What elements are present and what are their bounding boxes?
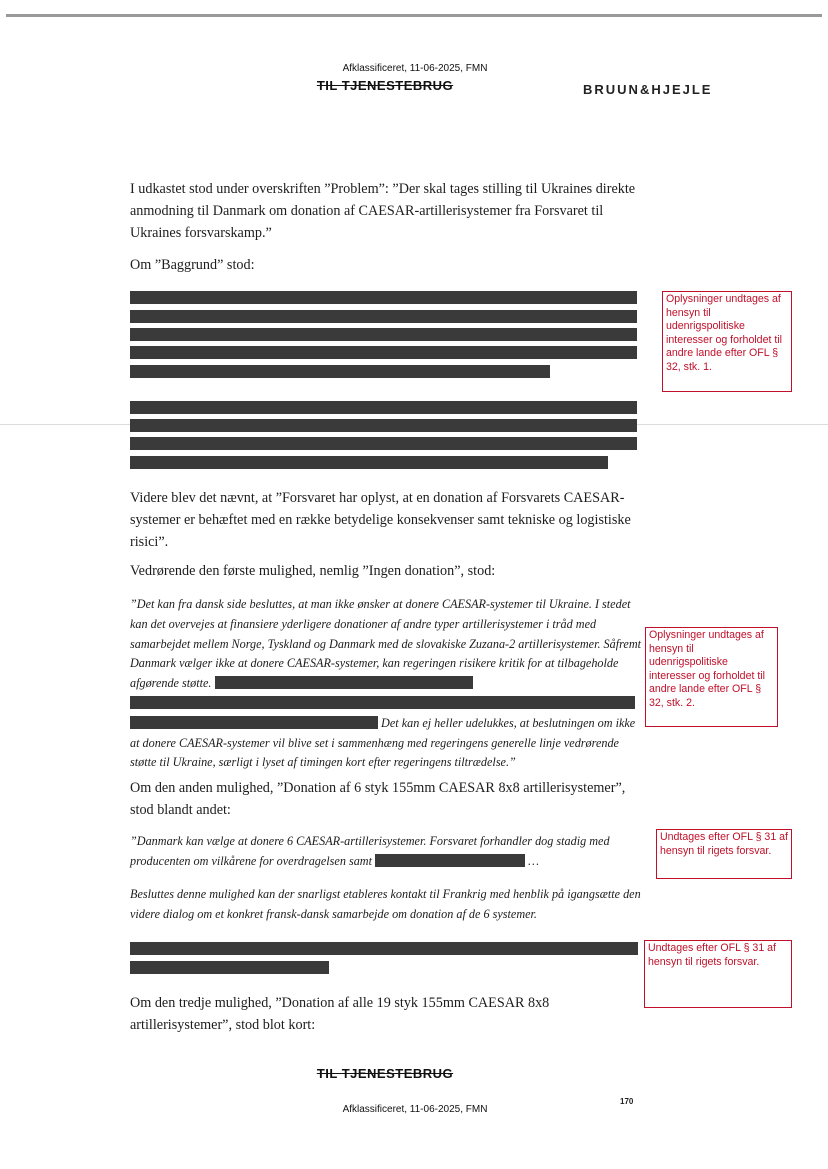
quote-frankrig: Besluttes denne mulighed kan der snarligst etableres kontakt til Frankrig med henblik på igangsætte den videre dialog om et konkret fransk-dansk samarbejde om donation af de 6 systemer.	[130, 887, 641, 921]
paragraph-third-option: Om den tredje mulighed, ”Donation af alle 19 styk 155mm CAESAR 8x8 artillerisystemer”, stod blot kort:	[130, 995, 550, 1033]
inline-redaction	[375, 854, 525, 867]
footer-classification: TIL TJENESTEBRUG	[316, 1066, 454, 1081]
paragraph-risici: Videre blev det nævnt, at ”Forsvaret har oplyst, at en donation af Forsvarets CAESAR-systemer er behæftet med en række betydelige konsekvenser samt tekniske og logistiske risici”.	[130, 490, 631, 550]
quote-six-systems	[130, 832, 642, 872]
inline-redaction	[130, 696, 635, 709]
quote-ellipsis: …	[528, 853, 539, 868]
inline-redaction	[215, 676, 473, 689]
redaction-note-ofl-32-1: Oplysninger undtages af hensyn til udenrigspolitiske interesser og forholdet til andre lande efter OFL § 32, stk. 1.	[662, 291, 792, 392]
scan-top-line	[6, 14, 822, 17]
redaction-note-ofl-31-b: Undtages efter OFL § 31 af hensyn til rigets forsvar.	[644, 940, 792, 1008]
redaction-bar	[130, 328, 637, 341]
redaction-bar	[130, 419, 637, 432]
redaction-bar	[130, 942, 638, 955]
paragraph-problem: I udkastet stod under overskriften ”Problem”: ”Der skal tages stilling til Ukraines direkte anmodning til Danmark om donation af CAESAR-artillerisystemer fra Forsvaret til Ukraines forsvarskamp.”	[130, 181, 636, 241]
redaction-bar	[130, 961, 329, 974]
firm-logo: BRUUN&HJEJLE	[583, 82, 713, 97]
redaction-bar	[130, 291, 637, 304]
footer-declassification-stamp: Afklassificeret, 11-06-2025, FMN	[342, 1104, 488, 1115]
redaction-bar	[130, 310, 637, 323]
redaction-bar	[130, 456, 608, 469]
header-classification: TIL TJENESTEBRUG	[316, 78, 454, 93]
inline-redaction	[130, 716, 378, 729]
quote-part-a: ”Det kan fra dansk side besluttes, at man ikke ønsker at donere CAESAR-systemer til Ukraine. I stedet kan det overvejes at finansiere yderligere donationer af andre typer artillerisystemer i tråd med samarbejdet mellem Norge, Tyskland og Danmark med de slovakiske Zuzana-2 artillerisystemer. Såfremt Danmark vælger ikke at donere CAESAR-systemer, kan regeringen risikere kritik for at tilbageholde afgørende støtte.	[130, 597, 642, 691]
redaction-bar	[130, 437, 637, 450]
redaction-bar	[130, 401, 637, 414]
redaction-bar	[130, 365, 550, 378]
paragraph-baggrund: Om ”Baggrund” stod:	[130, 257, 255, 273]
quote-ingen-donation	[130, 595, 642, 773]
redaction-bar	[130, 346, 637, 359]
quote-part-b: Det kan ej heller udelukkes, at beslutningen om ikke at donere CAESAR-systemer vil blive set i sammenhæng med regeringens generelle linje vedrørende støtte til Ukraine, særligt i lyset af timingen kort efter regeringens tiltrædelse.”	[130, 715, 636, 770]
redaction-note-ofl-31-a: Undtages efter OFL § 31 af hensyn til rigets forsvar.	[656, 829, 792, 879]
quote-part-a: ”Danmark kan vælge at donere 6 CAESAR-artillerisystemer. Forsvaret forhandler dog stadig med producenten om vilkårene for overdragelsen samt	[130, 834, 610, 868]
header-declassification-stamp: Afklassificeret, 11-06-2025, FMN	[342, 63, 488, 74]
redaction-note-ofl-32-2: Oplysninger undtages af hensyn til udenrigspolitiske interesser og forholdet til andre lande efter OFL § 32, stk. 2.	[645, 627, 778, 727]
page-number: 170	[620, 1097, 634, 1106]
paragraph-first-option: Vedrørende den første mulighed, nemlig ”Ingen donation”, stod:	[130, 563, 496, 579]
paragraph-second-option: Om den anden mulighed, ”Donation af 6 styk 155mm CAESAR 8x8 artillerisystemer”, stod blandt andet:	[130, 780, 626, 818]
